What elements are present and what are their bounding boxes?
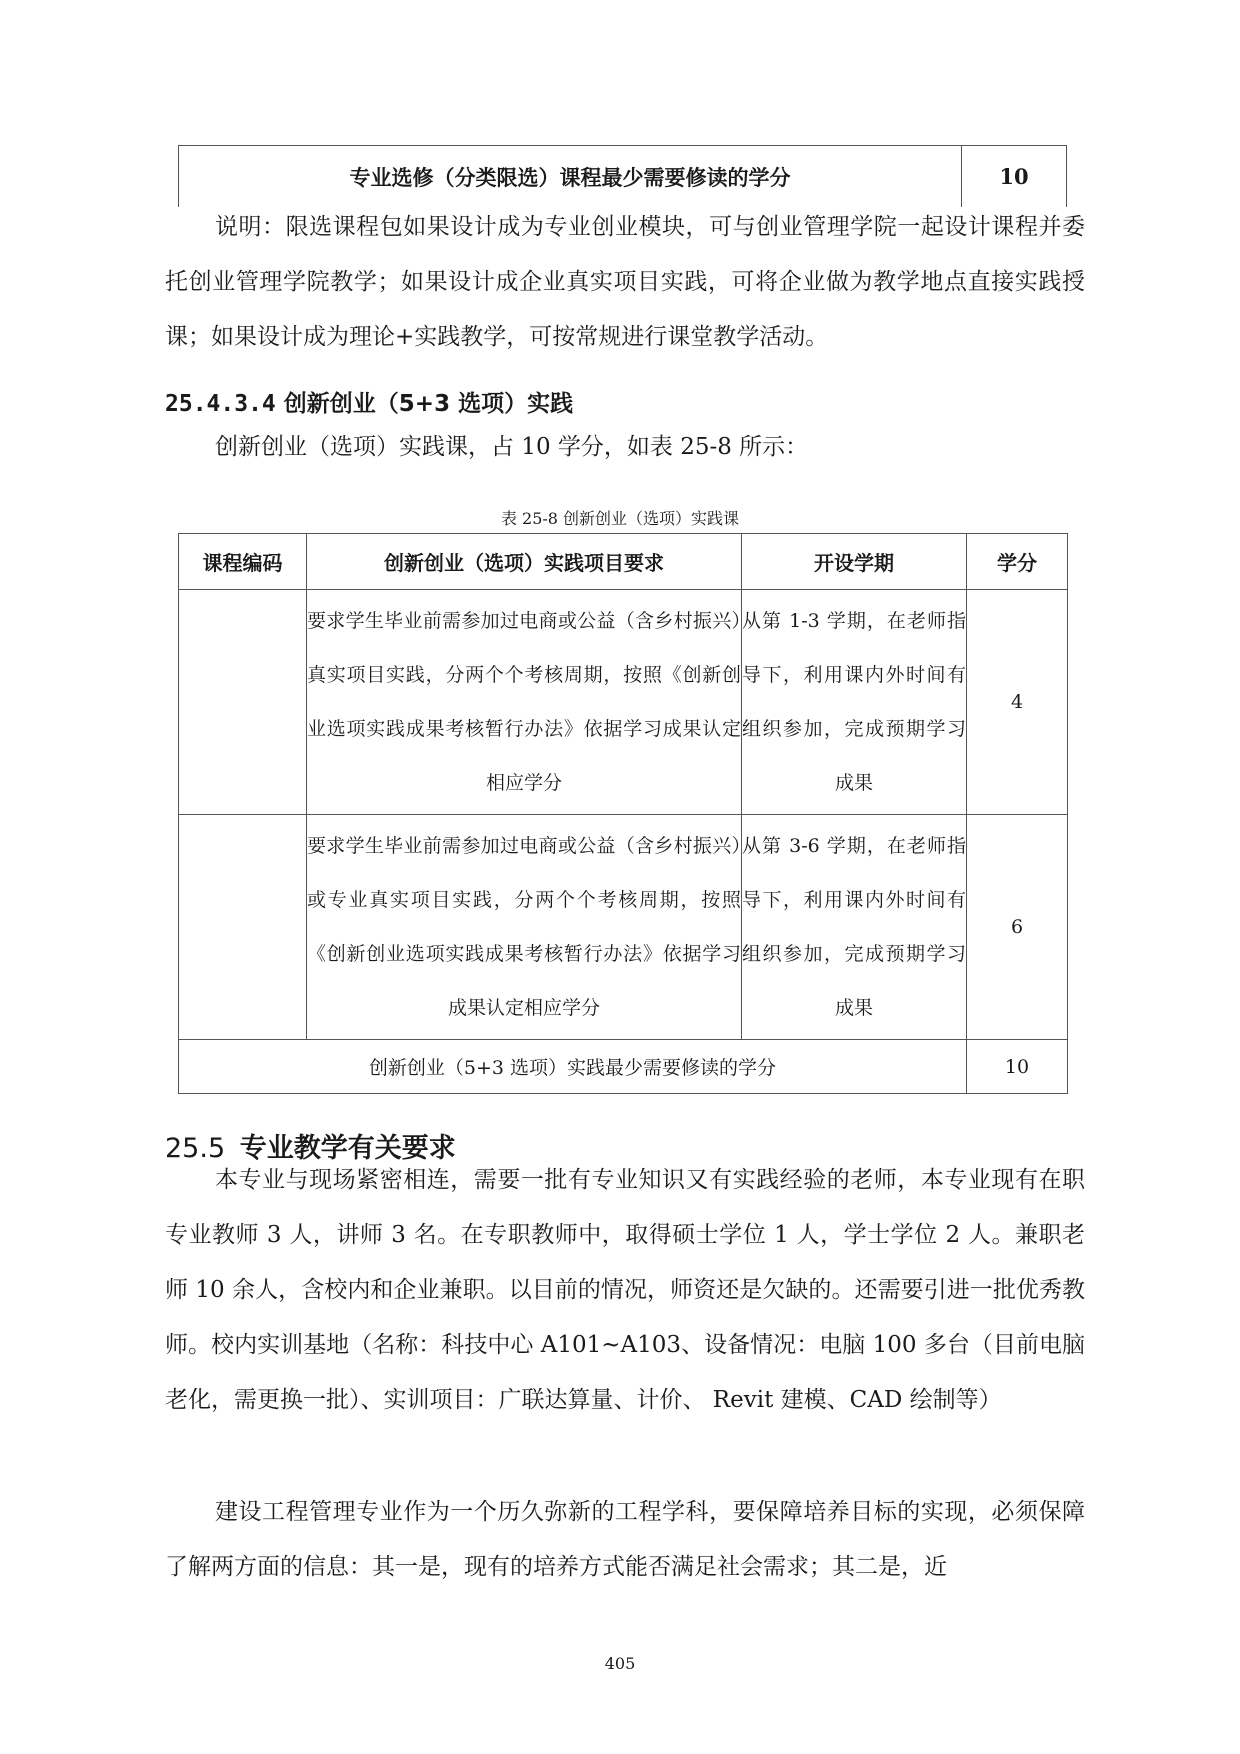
requirement-cell: 要求学生毕业前需参加过电商或公益（含乡村振兴）真实项目实践，分两个个考核周期，按照《创新创业选项实践成果考核暂行办法》依据学习成果认定相应学分 — [307, 590, 742, 815]
header-credit: 学分 — [967, 534, 1068, 590]
semester-cell: 从第 1-3 学期，在老师指导下，利用课内外时间有组织参加，完成预期学习成果 — [742, 590, 967, 815]
credit-cell: 6 — [967, 815, 1068, 1040]
table-footer-row — [179, 1040, 1068, 1094]
header-requirement: 创新创业（选项）实践项目要求 — [307, 534, 742, 590]
body-paragraph: 建设工程管理专业作为一个历久弥新的工程学科，要保障培养目标的实现，必须保障了解两方面的信息：其一是，现有的培养方式能否满足社会需求；其二是，近 — [165, 1499, 1085, 1580]
footer-label: 创新创业（5+3 选项）实践最少需要修读的学分 — [179, 1040, 967, 1094]
section-heading-25-4-3-4 — [165, 385, 573, 418]
table-header-row — [179, 534, 1068, 590]
section-number: 25.4.3.4 — [165, 391, 276, 417]
elective-credit-table — [178, 145, 1067, 207]
elective-credit-value: 10 — [962, 146, 1067, 208]
table-row — [179, 815, 1068, 1040]
note-paragraph: 说明：限选课程包如果设计成为专业创业模块，可与创业管理学院一起设计课程并委托创业管理学院教学；如果设计成企业真实项目实践，可将企业做为教学地点直接实践授课；如果设计成为理论+实践教学，可按常规进行课堂教学活动。 — [165, 214, 1085, 350]
practice-table — [178, 533, 1068, 1094]
footer-value: 10 — [967, 1040, 1068, 1094]
credit-cell: 4 — [967, 590, 1068, 815]
section-title: 专业教学有关要求 — [239, 1133, 456, 1164]
section-title: 创新创业（5+3 选项）实践 — [283, 391, 574, 417]
elective-credit-label: 专业选修（分类限选）课程最少需要修读的学分 — [179, 146, 962, 208]
semester-cell: 从第 3-6 学期，在老师指导下，利用课内外时间有组织参加，完成预期学习成果 — [742, 815, 967, 1040]
section-number: 25.5 — [165, 1133, 226, 1164]
body-paragraph: 本专业与现场紧密相连，需要一批有专业知识又有实践经验的老师，本专业现有在职专业教师 3 人，讲师 3 名。在专职教师中，取得硕士学位 1 人，学士学位 2 人。兼职老师 10 余人，含校内和企业兼职。以目前的情况，师资还是欠缺的。还需要引进一批优秀教师。校内实训基地（名称：科技中心 A101~A103、设备情况：电脑 100 多台（目前电脑老化，需更换一批）、实训项目：广联达算量、计价、 Revit 建模、CAD 绘制等） — [165, 1167, 1085, 1413]
page-number: 405 — [604, 1654, 636, 1673]
table-caption: 表 25-8 创新创业（选项）实践课 — [500, 509, 740, 528]
table-row — [179, 590, 1068, 815]
section-intro: 创新创业（选项）实践课，占 10 学分，如表 25-8 所示： — [215, 434, 809, 460]
header-semester: 开设学期 — [742, 534, 967, 590]
requirement-cell: 要求学生毕业前需参加过电商或公益（含乡村振兴）或专业真实项目实践，分两个个考核周期，按照《创新创业选项实践成果考核暂行办法》依据学习成果认定相应学分 — [307, 815, 742, 1040]
header-course-code: 课程编码 — [179, 534, 307, 590]
course-code-cell — [179, 590, 307, 815]
course-code-cell — [179, 815, 307, 1040]
